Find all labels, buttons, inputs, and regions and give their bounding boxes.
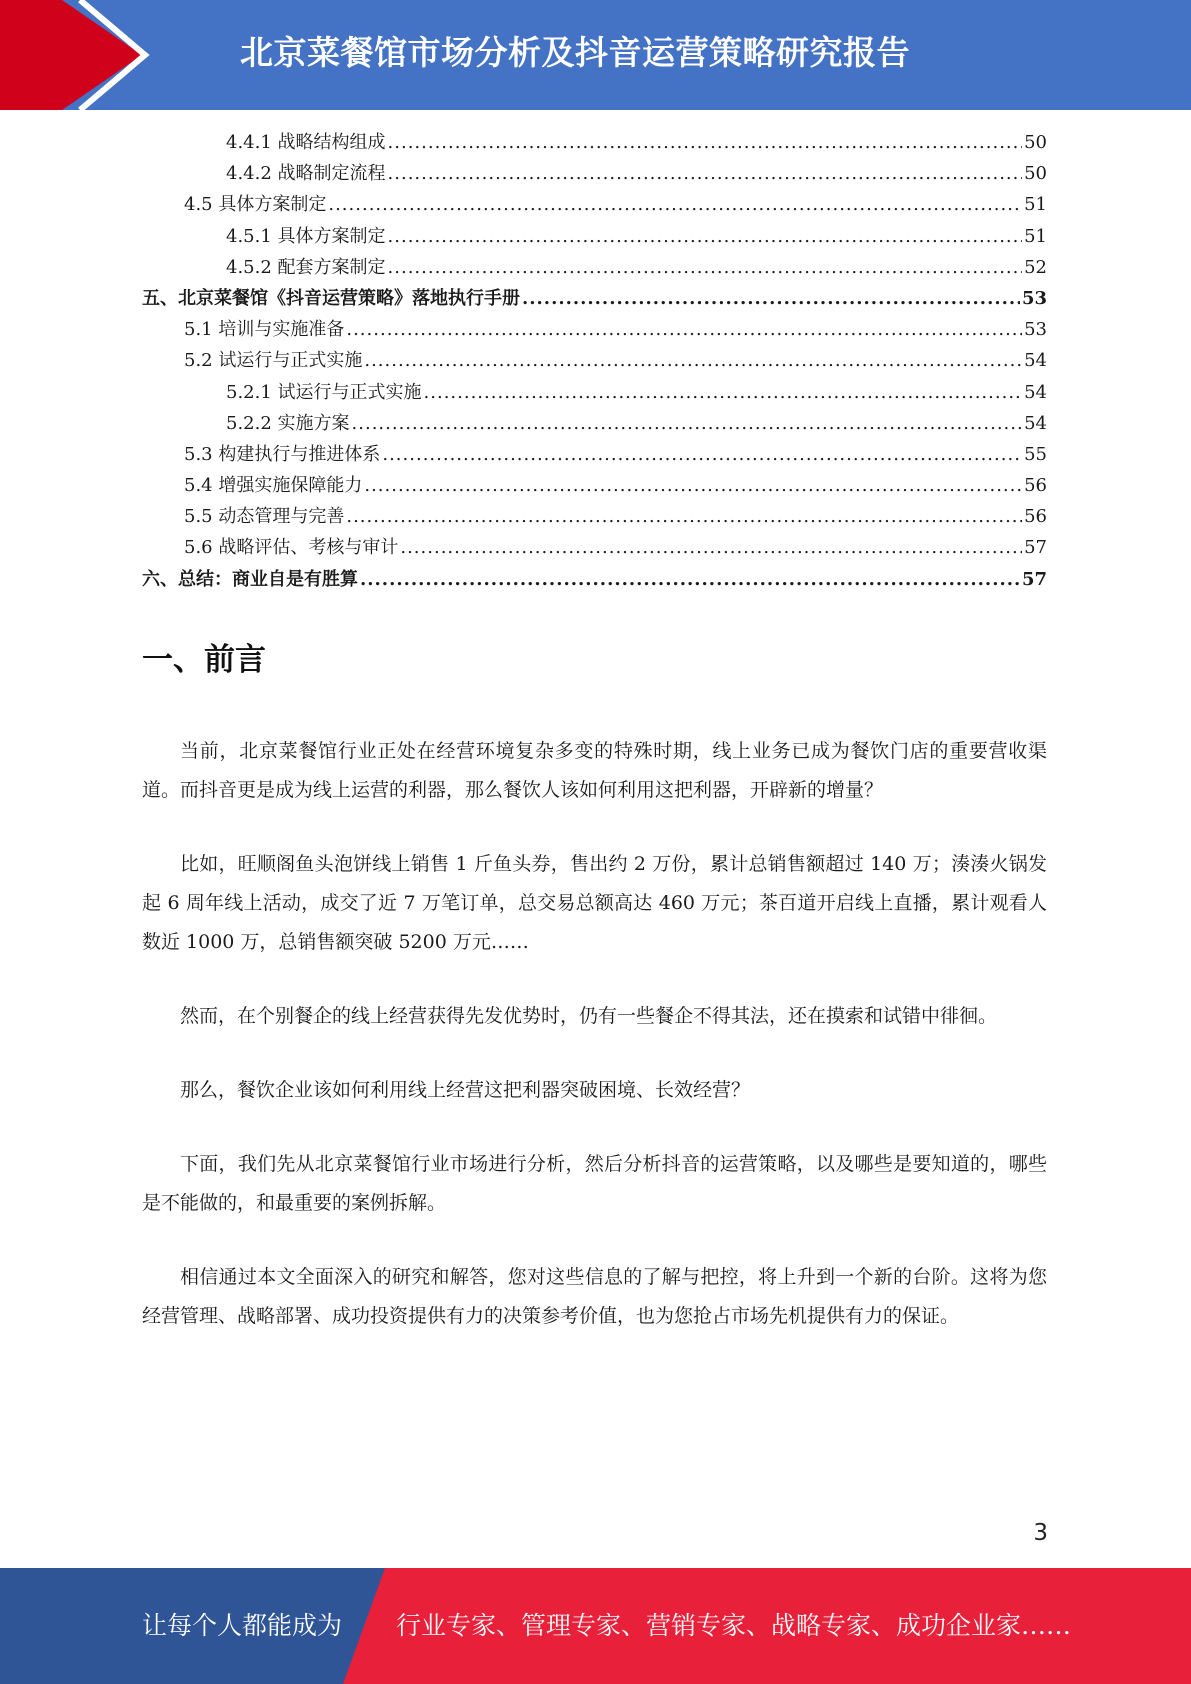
toc-entry-label: 5.4 增强实施保障能力 [184,475,363,497]
footer-slogan-left: 让每个人都能成为 [142,1611,343,1640]
toc-entry-label: 5.2.2 实施方案 [226,412,350,434]
paragraph: 相信通过本文全面深入的研究和解答，您对这些信息的了解与把控，将上升到一个新的台阶。这将为您经营管理、战略部署、成功投资提供有力的决策参考价值，也为您抢占市场先机提供有力的保证。 [142,1266,1047,1327]
toc-dot-leader [424,382,1023,403]
toc-dot-leader [522,288,1020,309]
toc-entry-label: 六、总结：商业自是有胜算 [142,568,358,590]
paragraph: 下面，我们先从北京菜餐馆行业市场进行分析，然后分析抖音的运营策略，以及哪些是要知道的，哪些是不能做的，和最重要的案例拆解。 [142,1153,1047,1214]
toc-entry-label: 5.5 动态管理与完善 [184,506,345,528]
toc-dot-leader [346,319,1022,340]
page-number: 3 [1033,1520,1048,1546]
toc-entry-page: 53 [1024,319,1047,341]
red-chevron-decoration [0,0,160,110]
toc-dot-leader [382,444,1022,465]
toc-entry-page: 50 [1024,163,1047,185]
toc-entry-label: 4.4.1 战略结构组成 [226,132,386,153]
toc-entry[interactable] [142,315,1047,346]
body-text [142,732,1047,1371]
toc-entry[interactable] [142,253,1047,284]
toc-entry[interactable] [142,533,1047,564]
toc-entry-page: 51 [1024,194,1047,216]
toc-entry-page: 56 [1024,506,1047,528]
toc-entry[interactable] [142,284,1047,315]
paragraph: 比如，旺顺阁鱼头泡饼线上销售 1 斤鱼头券，售出约 2 万份，累计总销售额超过 140 万；湊湊火锅发起 6 周年线上活动，成交了近 7 万笔订单，总交易总额高达 460 万元；茶百道开启线上直播，累计观看人数近 1000 万，总销售额突破 5200 万元…… [142,853,1047,953]
toc-entry-page: 56 [1024,475,1047,497]
toc-entry-label: 4.5 具体方案制定 [184,194,327,216]
toc-dot-leader [364,350,1022,371]
toc-entry-page: 57 [1021,568,1047,590]
toc-dot-leader [388,226,1023,247]
toc-entry-label: 5.3 构建执行与推进体系 [184,443,381,465]
section-title: 一、前言 [142,642,266,678]
toc-dot-leader [400,537,1022,558]
toc-dot-leader [346,506,1022,527]
toc-dot-leader [352,413,1023,434]
toc-dot-leader [388,163,1023,184]
toc-entry-page: 54 [1024,350,1047,372]
toc-entry-page: 55 [1024,443,1047,465]
toc-entry[interactable] [142,409,1047,440]
toc-entry[interactable] [142,471,1047,502]
table-of-contents [142,128,1047,596]
footer-slogan-right: 行业专家、管理专家、营销专家、战略专家、成功企业家…… [396,1611,1072,1640]
toc-dot-leader [388,257,1023,278]
toc-entry[interactable] [142,502,1047,533]
paragraph: 那么，餐饮企业该如何利用线上经营这把利器突破困境、长效经营？ [180,1079,751,1101]
toc-entry[interactable] [142,190,1047,221]
toc-entry-label: 5.2.1 试运行与正式实施 [226,381,422,403]
paragraph: 然而，在个别餐企的线上经营获得先发优势时，仍有一些餐企不得其法，还在摸索和试错中徘徊。 [180,1005,998,1027]
toc-entry-page: 54 [1024,381,1047,403]
toc-entry-page: 50 [1024,132,1047,153]
paragraph: 当前，北京菜餐馆行业正处在经营环境复杂多变的特殊时期，线上业务已成为餐饮门店的重要营收渠道。而抖音更是成为线上运营的利器，那么餐饮人该如何利用这把利器，开辟新的增量？ [142,740,1047,801]
toc-entry-page: 51 [1024,225,1047,247]
toc-dot-leader [364,475,1022,496]
toc-entry-page: 53 [1021,287,1047,309]
toc-entry-label: 5.6 战略评估、考核与审计 [184,537,399,559]
report-title: 北京菜餐馆市场分析及抖音运营策略研究报告 [240,33,910,72]
toc-dot-leader [360,569,1020,590]
toc-entry-label: 4.5.2 配套方案制定 [226,256,386,278]
footer-banner [0,1568,1191,1684]
toc-entry-label: 4.5.1 具体方案制定 [226,225,386,247]
toc-entry-page: 54 [1024,412,1047,434]
toc-entry[interactable] [142,159,1047,190]
toc-entry[interactable] [142,440,1047,471]
toc-entry[interactable] [142,346,1047,377]
toc-entry-label: 5.2 试运行与正式实施 [184,350,363,372]
toc-entry[interactable] [142,128,1047,159]
toc-entry-label: 4.4.2 战略制定流程 [226,163,386,185]
header-banner [0,0,1191,110]
toc-entry-page: 52 [1024,256,1047,278]
toc-entry-label: 5.1 培训与实施准备 [184,319,345,341]
toc-entry[interactable] [142,378,1047,409]
toc-dot-leader [388,132,1023,153]
toc-dot-leader [328,194,1022,215]
toc-entry-label: 五、北京菜餐馆《抖音运营策略》落地执行手册 [142,287,520,309]
toc-entry[interactable] [142,222,1047,253]
toc-entry-page: 57 [1024,537,1047,559]
toc-entry[interactable] [142,565,1047,596]
